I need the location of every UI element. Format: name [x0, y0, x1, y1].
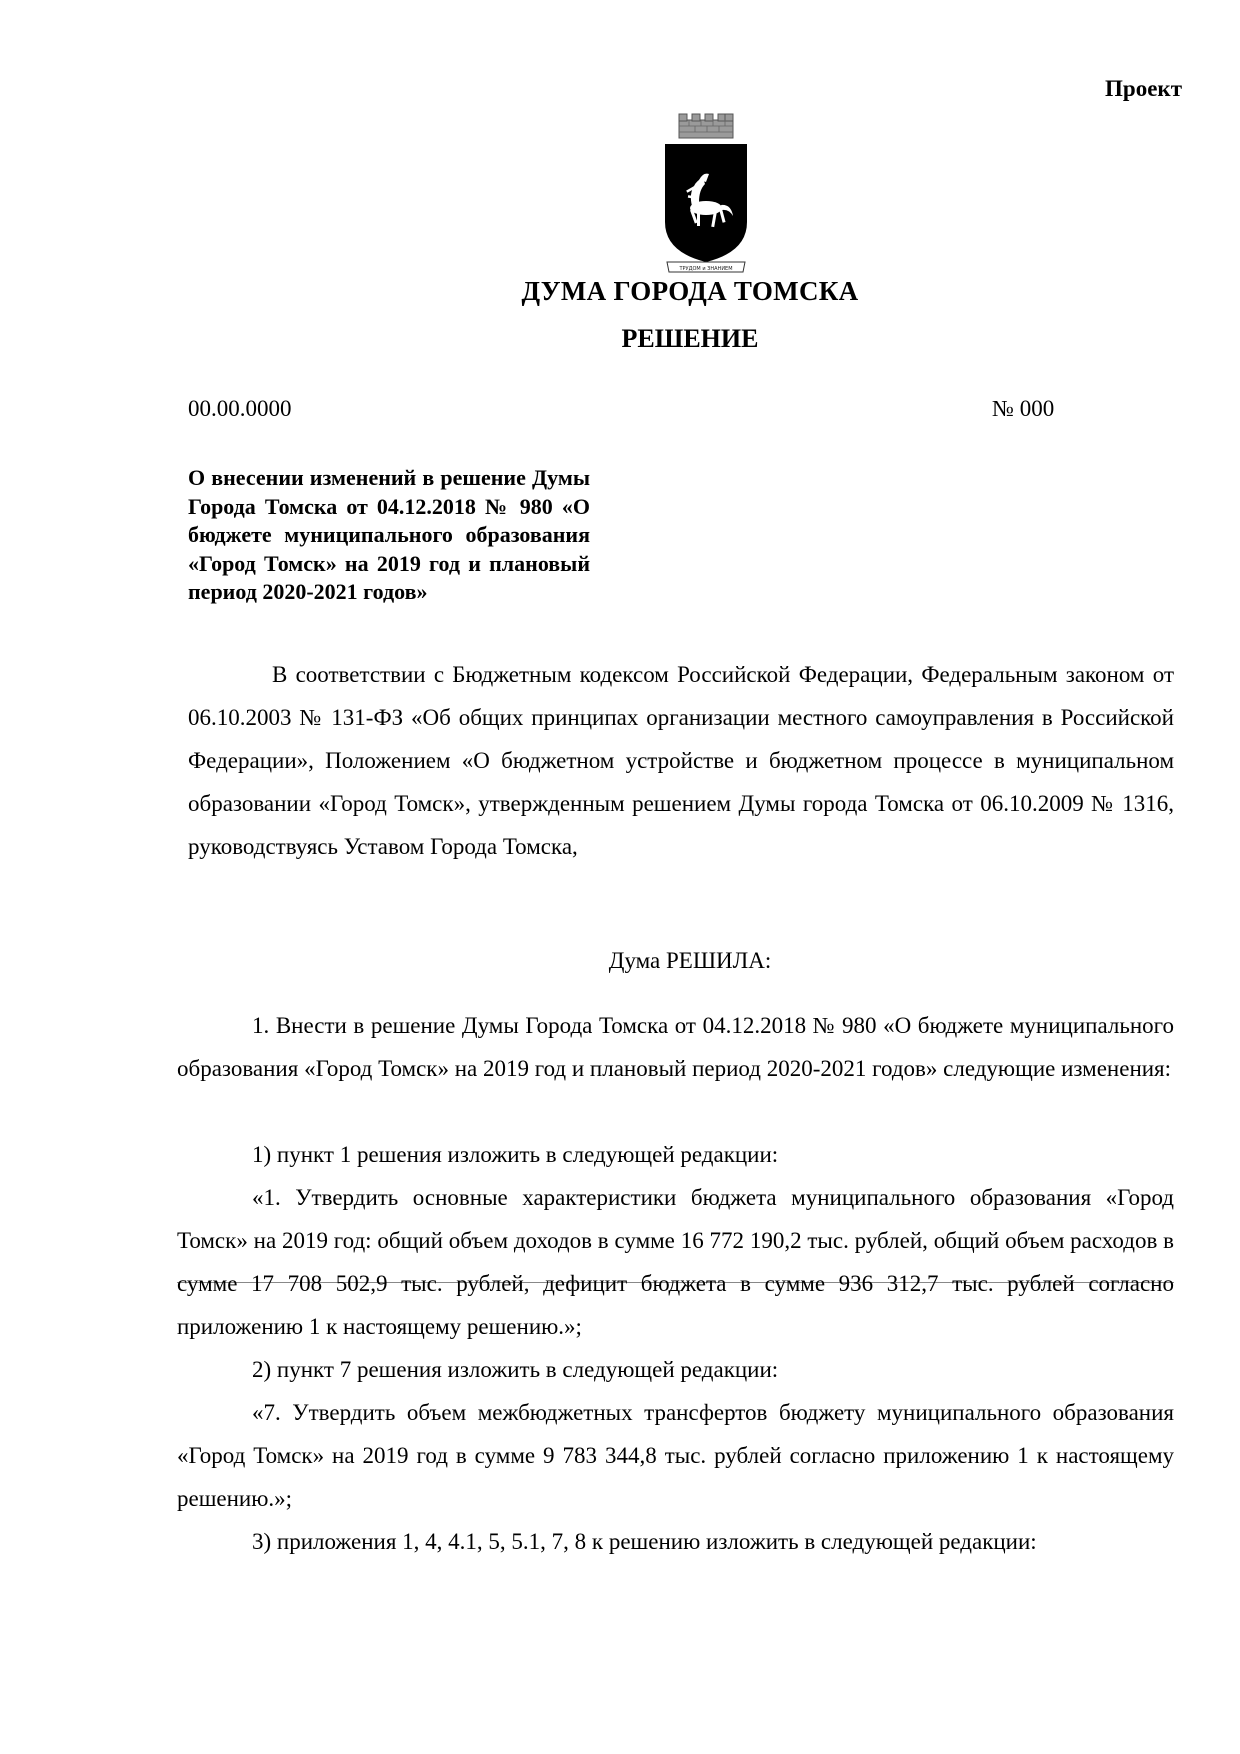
resolve-line: Дума РЕШИЛА:	[608, 948, 772, 973]
document-date: 00.00.0000	[188, 396, 292, 421]
quote-1-paragraph: «1. Утвердить основные характеристики бюджета муниципального образования «Город Томск» на 2019 год: общий объем доходов в сумме 16 772 190,2 тыс. рублей, общий объем расходов в сумме 17 708 502,9 тыс. рублей, дефицит бюджета в сумме 936 312,7 тыс. рублей согласно приложению 1 к настоящему решению.»;	[177, 1185, 1174, 1339]
draft-label: Проект	[1105, 76, 1182, 101]
document-type: РЕШЕНИЕ	[621, 324, 759, 353]
document-number: № 000	[992, 396, 1055, 421]
document-subject: О внесении изменений в решение Думы Города Томска от 04.12.2018 № 980 «О бюджете муниципального образования «Город Томск» на 2019 год и плановый период 2020-2021 годов»	[188, 465, 590, 604]
subitem-1-paragraph: 1) пункт 1 решения изложить в следующей редакции:	[252, 1142, 779, 1167]
organization-title: ДУМА ГОРОДА ТОМСКА	[521, 276, 859, 306]
coat-of-arms-icon	[659, 112, 753, 277]
quote-2-paragraph: «7. Утвердить объем межбюджетных трансфертов бюджету муниципального образования «Город Томск» на 2019 год в сумме 9 783 344,8 тыс. рублей согласно приложению 1 к настоящему решению.»;	[177, 1400, 1174, 1511]
subitem-2-paragraph: 2) пункт 7 решения изложить в следующей редакции:	[252, 1357, 779, 1382]
preamble-paragraph: В соответствии с Бюджетным кодексом Российской Федерации, Федеральным законом от 06.10.2003 № 131-ФЗ «Об общих принципах организации местного самоуправления в Российской Федерации», Положением «О бюджетном устройстве и бюджетном процессе в муниципальном образовании «Город Томск», утвержденным решением Думы города Томска от 06.10.2009 № 1316, руководствуясь Уставом Города Томска,	[188, 662, 1174, 859]
item-1-paragraph: 1. Внести в решение Думы Города Томска от 04.12.2018 № 980 «О бюджете муниципального образования «Город Томск» на 2019 год и плановый период 2020-2021 годов» следующие изменения:	[177, 1013, 1174, 1081]
emblem-ribbon-text: ТРУДОМ и ЗНАНИЕМ	[679, 266, 733, 272]
subitem-3-paragraph: 3) приложения 1, 4, 4.1, 5, 5.1, 7, 8 к решению изложить в следующей редакции:	[252, 1529, 1037, 1554]
